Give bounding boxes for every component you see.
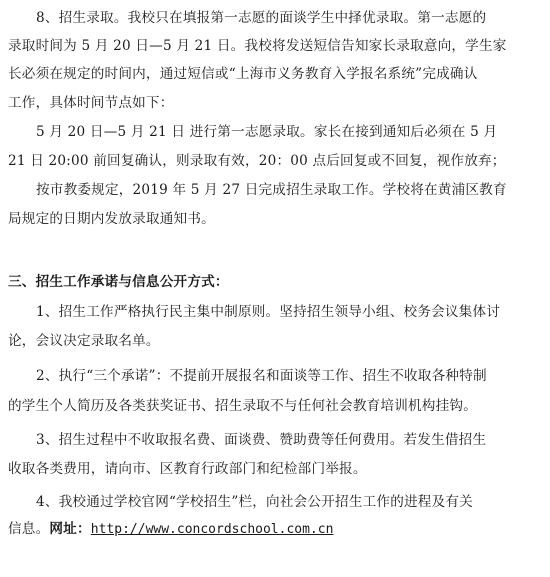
item-4-line-2: [8, 519, 333, 540]
sec8-line-4: 工作，具体时间节点如下：: [8, 95, 174, 111]
website-label: 网址：: [49, 521, 91, 537]
website-link[interactable]: http://www.concordschool.com.cn: [90, 522, 334, 537]
item-3-line-2: 收取各类费用，请向市、区教育行政部门和纪检部门举报。: [8, 461, 367, 477]
item-4-line-1: 4、我校通过学校官网“学校招生”栏，向社会公开招生工作的进程及有关: [36, 494, 473, 510]
sec8-line-6: 21 日 20:00 前回复确认，则录取有效，20：00 点后回复或不回复，视作放弃；: [8, 153, 506, 169]
item-1-line-2: 论，会议决定录取名单。: [8, 333, 160, 349]
item-1-line-1: 1、招生工作严格执行民主集中制原则。坚持招生领导小组、校务会议集体讨: [36, 304, 501, 320]
sec8-line-3: 长必须在规定的时间内，通过短信或“上海市义务教育入学报名系统”完成确认: [8, 66, 478, 82]
section-3-heading: 三、招生工作承诺与信息公开方式：: [8, 274, 229, 290]
sec8-line-8: 局规定的日期内发放录取通知书。: [8, 211, 215, 227]
item-2-line-1: 2、执行“三个承诺”：不提前开展报名和面谈等工作、招生不收取各种特制: [36, 368, 487, 384]
sec8-line-2: 录取时间为 5 月 20 日—5 月 21 日。我校将发送短信告知家长录取意向，学生家: [8, 38, 507, 54]
item-4-line-2-prefix: 信息。: [8, 521, 50, 537]
sec8-line-7: 按市教委规定，2019 年 5 月 27 日完成招生录取工作。学校将在黄浦区教育: [36, 182, 507, 198]
sec8-line-5: 5 月 20 日—5 月 21 日 进行第一志愿录取。家长在接到通知后必须在 5 月: [36, 124, 498, 140]
item-2-line-2: 的学生个人简历及各类获奖证书、招生录取不与任何社会教育培训机构挂钩。: [8, 398, 477, 414]
sec8-line-1: 8、招生录取。我校只在填报第一志愿的面谈学生中择优录取。第一志愿的: [36, 10, 487, 26]
item-3-line-1: 3、招生过程中不收取报名费、面谈费、赞助费等任何费用。若发生借招生: [36, 432, 487, 448]
